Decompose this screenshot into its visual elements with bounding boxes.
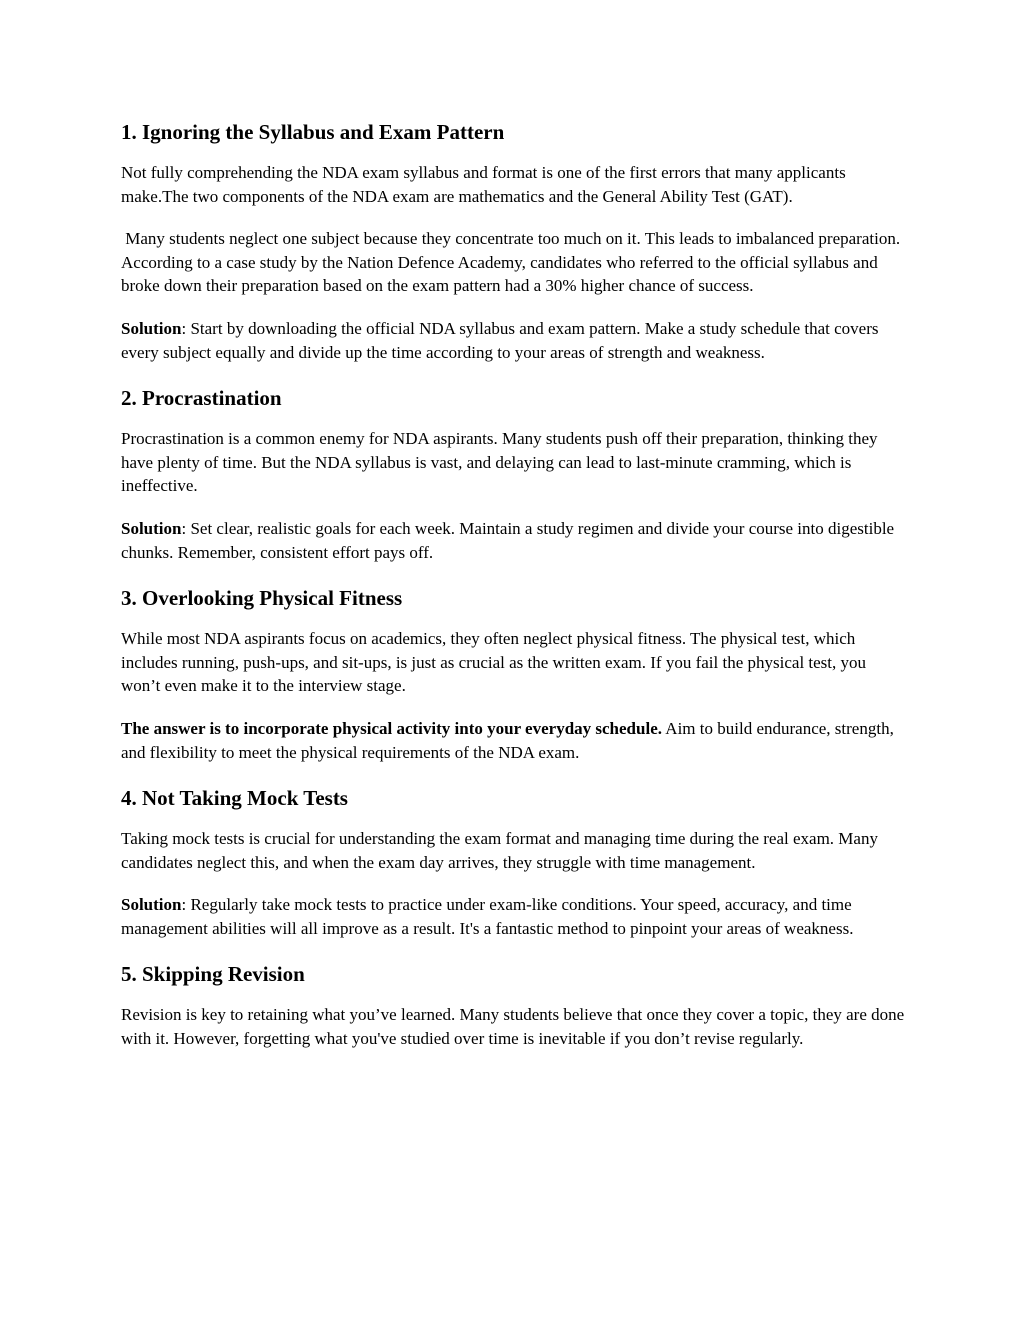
section-heading: 1. Ignoring the Syllabus and Exam Pattern — [121, 120, 505, 144]
solution-label: Solution — [121, 318, 182, 338]
solution-text: : Start by downloading the official NDA syllabus and exam pattern. Make a study schedule that covers every subject equally and divide up the time according to your areas of strength and weakness. — [121, 318, 879, 362]
section-skipping-revision — [121, 960, 907, 1050]
section-heading: 3. Overlooking Physical Fitness — [121, 586, 403, 611]
section-ignoring-syllabus — [121, 118, 907, 364]
section-paragraph: Revision is key to retaining what you’ve learned. Many students believe that once they cover a topic, they are done with it. However, forgetting what you've studied over time is inevitable if you don’t revise regularly. — [121, 1005, 905, 1049]
section-physical-fitness — [121, 584, 907, 764]
section-mock-tests — [121, 784, 907, 940]
solution-paragraph — [121, 317, 907, 364]
section-heading: 2. Procrastination — [121, 386, 282, 411]
document-page — [121, 118, 907, 1070]
solution-text: : Set clear, realistic goals for each week. Maintain a study regimen and divide your course into digestible chunks. Remember, consistent effort pays off. — [121, 518, 895, 562]
solution-label: Solution — [121, 895, 182, 915]
section-heading: 4. Not Taking Mock Tests — [121, 786, 348, 811]
section-paragraph: Many students neglect one subject because they concentrate too much on it. This leads to imbalanced preparation. According to a case study by the Nation Defence Academy, candidates who referred to the official syllabus and broke down their preparation based on the exam pattern had a 30% higher chance of success. — [121, 229, 901, 296]
solution-paragraph — [121, 893, 907, 940]
section-heading: 5. Skipping Revision — [121, 962, 305, 987]
section-procrastination — [121, 384, 907, 564]
solution-label: Solution — [121, 518, 182, 538]
section-paragraph: Not fully comprehending the NDA exam syllabus and format is one of the first errors that many applicants make.The two components of the NDA exam are mathematics and the General Ability Test (GAT). — [121, 163, 846, 206]
solution-label: The answer is to incorporate physical activity into your everyday schedule. — [121, 718, 662, 738]
solution-paragraph — [121, 717, 907, 764]
section-paragraph: While most NDA aspirants focus on academics, they often neglect physical fitness. The physical test, which includes running, push-ups, and sit-ups, is just as crucial as the written exam. If you fail the physical test, you won’t even make it to the interview stage. — [121, 629, 867, 696]
solution-text: : Regularly take mock tests to practice under exam-like conditions. Your speed, accuracy, and time management abilities will all improve as a result. It's a fantastic method to pinpoint your areas of weakness. — [121, 895, 854, 938]
solution-text: Aim to build endurance, strength, and flexibility to meet the physical requirements of the NDA exam. — [121, 718, 894, 762]
solution-paragraph — [121, 517, 907, 564]
section-paragraph: Taking mock tests is crucial for understanding the exam format and managing time during the real exam. Many candidates neglect this, and when the exam day arrives, they struggle with time management. — [121, 829, 878, 872]
section-paragraph: Procrastination is a common enemy for NDA aspirants. Many students push off their preparation, thinking they have plenty of time. But the NDA syllabus is vast, and delaying can lead to last-minute cramming, which is ineffective. — [121, 429, 878, 496]
